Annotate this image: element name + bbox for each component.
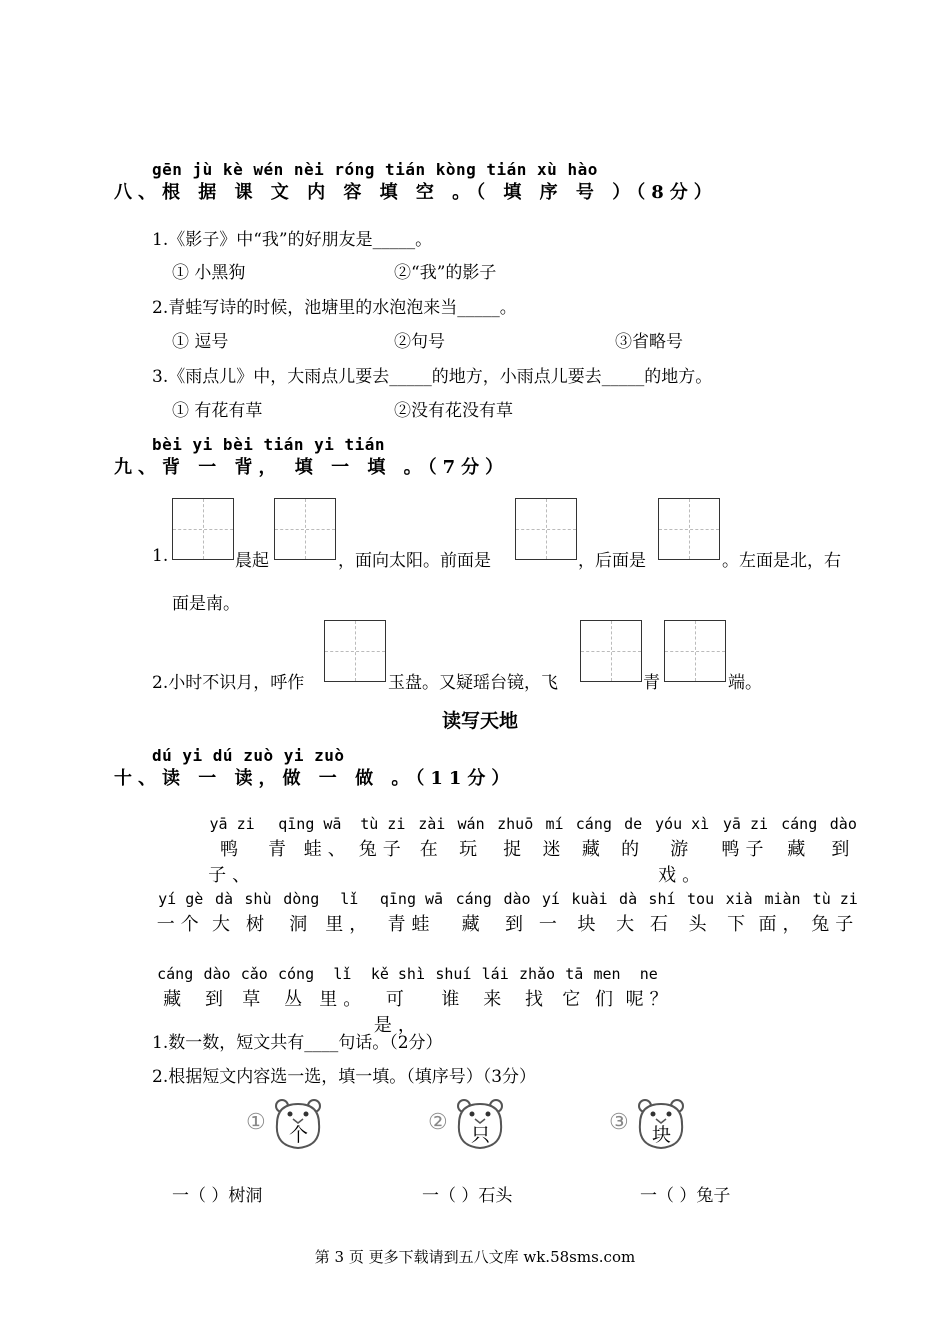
hanzi-text: 它 — [562, 989, 587, 1010]
section8-heading: 八、根 据 课 文 内 容 填 空 。（ 填 序 号 ）（8分） — [114, 182, 718, 203]
option-3 — [609, 1098, 699, 1156]
pinyin-word — [681, 890, 720, 936]
pinyin-text: dào — [503, 890, 531, 908]
option-1 — [246, 1098, 336, 1156]
pinyin-word — [614, 890, 643, 936]
pinyin-word — [209, 890, 238, 936]
hanzi-text: 可是， — [373, 989, 422, 1036]
pinyin-word — [775, 815, 824, 861]
option-number: ① — [246, 1110, 266, 1135]
fill-blank-2[interactable]: 一（ ）石头 — [422, 1186, 513, 1206]
hanzi-text: 块 — [577, 914, 602, 935]
section9-pinyin: bèi yi bèi tián yi tián — [152, 435, 386, 454]
option-2 — [428, 1098, 518, 1156]
pinyin-word — [618, 815, 648, 861]
hanzi-text: 到 — [505, 914, 529, 935]
section8-q2-option2: ②句号 — [394, 332, 445, 352]
pinyin-word — [373, 890, 449, 936]
pinyin-word — [325, 890, 373, 936]
hanzi-text: 玩 — [459, 839, 484, 860]
hanzi-text: 青蛙 — [387, 914, 436, 935]
pinyin-word — [152, 890, 209, 936]
section8-q3-option2: ②没有花没有草 — [394, 401, 513, 421]
writing-grid-box[interactable] — [274, 498, 336, 560]
section10-pinyin: dú yi dú zuò yi zuò — [152, 746, 345, 765]
pinyin-word — [716, 815, 775, 861]
fill-blank-1[interactable]: 一（ ）树洞 — [172, 1186, 263, 1206]
pinyin-text: de — [624, 815, 643, 833]
pinyin-text: kě shì — [370, 965, 425, 983]
hanzi-text: 藏 — [787, 839, 812, 860]
pinyin-word — [514, 965, 560, 1011]
hanzi-text: 石 — [649, 914, 674, 935]
pinyin-text: cóng — [278, 965, 315, 983]
fill-blank-3[interactable]: 一（ ）兔子 — [640, 1186, 731, 1206]
hanzi-text: 藏 — [581, 839, 606, 860]
hanzi-text: 到 — [831, 839, 856, 860]
hanzi-text: 大 — [212, 914, 237, 935]
hanzi-text: 头 — [688, 914, 713, 935]
pinyin-word — [560, 965, 588, 1011]
section9-q2-text3: 端。 — [728, 673, 762, 693]
pinyin-text: kuài — [571, 890, 608, 908]
pinyin-word — [758, 890, 806, 936]
pinyin-text: shí — [648, 890, 676, 908]
section9-q1-text3: ，后面是 — [578, 551, 646, 571]
pinyin-text: zhuō — [497, 815, 534, 833]
page-footer: 第 3 页 更多下载请到五八文库 wk.58sms.com — [314, 1248, 636, 1266]
section8-q1-option2: ②“我”的影子 — [394, 263, 497, 283]
hanzi-text: 大 — [616, 914, 641, 935]
passage-line-2 — [152, 890, 864, 935]
pinyin-text: lǐ — [333, 965, 352, 983]
section8-q2-option1: ① 逗号 — [172, 332, 229, 352]
pinyin-text: cáng — [575, 815, 612, 833]
hanzi-text: 的 — [621, 839, 646, 860]
hanzi-text: 游戏。 — [658, 839, 707, 886]
pinyin-word — [266, 815, 353, 861]
pinyin-word — [366, 965, 431, 1037]
section8-q3-option1: ① 有花有草 — [172, 401, 263, 421]
section8-q2-option3: ③省略号 — [615, 332, 683, 352]
pinyin-word — [477, 965, 514, 1011]
hanzi-text: 一个 — [156, 914, 205, 935]
pinyin-text: lái — [481, 965, 509, 983]
section9-heading: 九、背 一 背， 填 一 填 。（7分） — [114, 457, 510, 478]
hanzi-text: 迷 — [542, 839, 567, 860]
pinyin-text: dào — [203, 965, 231, 983]
pinyin-text: xià — [725, 890, 753, 908]
pinyin-text: wán — [457, 815, 485, 833]
pinyin-word — [152, 965, 198, 1011]
pinyin-word — [565, 890, 613, 936]
pinyin-text: dòng — [283, 890, 320, 908]
pinyin-word — [648, 815, 716, 887]
hanzi-text: 呢？ — [625, 989, 674, 1010]
hanzi-text: 在 — [419, 839, 444, 860]
pinyin-word — [319, 965, 368, 1011]
pinyin-text: cáng — [157, 965, 194, 983]
writing-grid-box[interactable] — [172, 498, 234, 560]
pinyin-text: qīng wā — [379, 890, 444, 908]
hanzi-text: 找 — [525, 989, 550, 1010]
section9-q2-text1: 玉盘。又疑瑶台镜，飞 — [388, 673, 558, 693]
option-word: 个 — [289, 1124, 309, 1146]
pinyin-word — [412, 815, 451, 861]
hanzi-text: 下 — [727, 914, 752, 935]
writing-grid-box[interactable] — [658, 498, 720, 560]
hanzi-text: 洞 — [289, 914, 314, 935]
pinyin-text: cáng — [781, 815, 818, 833]
pinyin-text: cáng — [455, 890, 492, 908]
hanzi-text: 兔子 — [358, 839, 407, 860]
option-word: 块 — [652, 1124, 672, 1146]
option-number: ③ — [609, 1110, 629, 1135]
pinyin-text: yā zi — [209, 815, 255, 833]
section9-q1-line2: 面是南。 — [172, 594, 240, 614]
hanzi-text: 鸭子、 — [208, 839, 257, 886]
section8-q2: 2.青蛙写诗的时候，池塘里的水泡泡来当_____。 — [152, 298, 517, 318]
pinyin-word — [273, 965, 319, 1011]
section10-q2: 2.根据短文内容选一选，填一填。（填序号）（3分） — [152, 1067, 537, 1087]
pinyin-word — [198, 815, 266, 887]
pinyin-text: dà — [215, 890, 234, 908]
section10-heading: 十、读 一 读，做 一 做 。（11分） — [114, 768, 516, 789]
hanzi-text: 来 — [483, 989, 508, 1010]
hanzi-text: 青 蛙、 — [267, 839, 352, 860]
option-word: 只 — [471, 1124, 491, 1146]
pinyin-word — [198, 965, 235, 1011]
section8-pinyin: gēn jù kè wén nèi róng tián kòng tián xù hào — [152, 160, 598, 179]
section8-q1-option1: ① 小黑狗 — [172, 263, 246, 283]
pinyin-word — [807, 890, 864, 936]
pinyin-word — [450, 890, 498, 936]
pinyin-word — [643, 890, 682, 936]
writing-grid-box[interactable] — [580, 620, 642, 682]
hanzi-text: 一 — [538, 914, 563, 935]
section9-q2-text2: 青 — [643, 673, 660, 693]
option-number: ② — [428, 1110, 448, 1135]
section9-q1-prefix: 1. — [152, 546, 169, 566]
pinyin-text: yí gè — [158, 890, 204, 908]
hanzi-text: 到 — [204, 989, 229, 1010]
pinyin-word — [236, 965, 273, 1011]
hanzi-text: 藏 — [461, 914, 486, 935]
hanzi-text: 鸭子 — [721, 839, 770, 860]
pinyin-word — [239, 890, 278, 936]
pinyin-text: qīng wā — [278, 815, 342, 833]
pinyin-text: shù — [244, 890, 272, 908]
pinyin-text: yí — [541, 890, 560, 908]
section9-q1-text4: 。左面是北，右 — [722, 551, 841, 571]
hanzi-text: 们 — [594, 989, 619, 1010]
pinyin-word — [491, 815, 540, 861]
pinyin-text: dà — [619, 890, 638, 908]
pinyin-word — [824, 815, 863, 861]
hanzi-text: 丛 — [284, 989, 309, 1010]
pinyin-word — [569, 815, 618, 861]
pinyin-text: lǐ — [340, 890, 359, 908]
pinyin-text: tù zi — [360, 815, 406, 833]
hanzi-text: 里， — [325, 914, 374, 935]
section9-q2-prefix: 2.小时不识月，呼作 — [152, 673, 305, 693]
pinyin-word — [430, 965, 476, 1011]
pinyin-text: dào — [829, 815, 857, 833]
pinyin-text: tā — [565, 965, 584, 983]
hanzi-text: 里。 — [319, 989, 368, 1010]
section8-q3: 3.《雨点儿》中，大雨点儿要去_____的地方，小雨点儿要去_____的地方。 — [152, 367, 713, 387]
pinyin-word — [354, 815, 413, 861]
pinyin-text: yā zi — [722, 815, 769, 833]
pinyin-text: miàn — [764, 890, 801, 908]
writing-grid-box[interactable] — [324, 620, 386, 682]
hanzi-text: 树 — [245, 914, 270, 935]
pinyin-text: cǎo — [240, 965, 268, 983]
pinyin-text: yóu xì — [655, 815, 710, 833]
hanzi-text: 藏 — [163, 989, 188, 1010]
passage-line-3 — [152, 965, 674, 1036]
writing-grid-box[interactable] — [664, 620, 726, 682]
pinyin-word — [540, 815, 570, 861]
pinyin-text: ne — [639, 965, 658, 983]
passage-line-1 — [198, 815, 863, 886]
pinyin-word — [498, 890, 537, 936]
pinyin-word — [277, 890, 325, 936]
hanzi-text: 面， — [758, 914, 807, 935]
pinyin-text: mí — [545, 815, 564, 833]
pinyin-word — [451, 815, 490, 861]
section-title: 读写天地 — [442, 710, 519, 732]
pinyin-text: shuí — [435, 965, 472, 983]
section8-q1: 1.《影子》中“我”的好朋友是_____。 — [152, 230, 433, 250]
pinyin-word — [588, 965, 625, 1011]
section9-q1-text2: ，面向太阳。前面是 — [338, 551, 491, 571]
pinyin-text: tou — [687, 890, 715, 908]
pinyin-text: zài — [418, 815, 446, 833]
pinyin-word — [720, 890, 759, 936]
pinyin-text: tù zi — [812, 890, 858, 908]
writing-grid-box[interactable] — [515, 498, 577, 560]
hanzi-text: 草 — [242, 989, 267, 1010]
pinyin-text: zhǎo — [518, 965, 556, 983]
hanzi-text: 捉 — [503, 839, 528, 860]
hanzi-text: 兔子 — [811, 914, 860, 935]
pinyin-word — [626, 965, 672, 1011]
pinyin-word — [536, 890, 565, 936]
section10-q1: 1.数一数，短文共有____句话。（2分） — [152, 1033, 443, 1053]
hanzi-text: 谁 — [441, 989, 466, 1010]
pinyin-text: men — [593, 965, 621, 983]
section9-q1-text1: 晨起 — [235, 551, 269, 571]
